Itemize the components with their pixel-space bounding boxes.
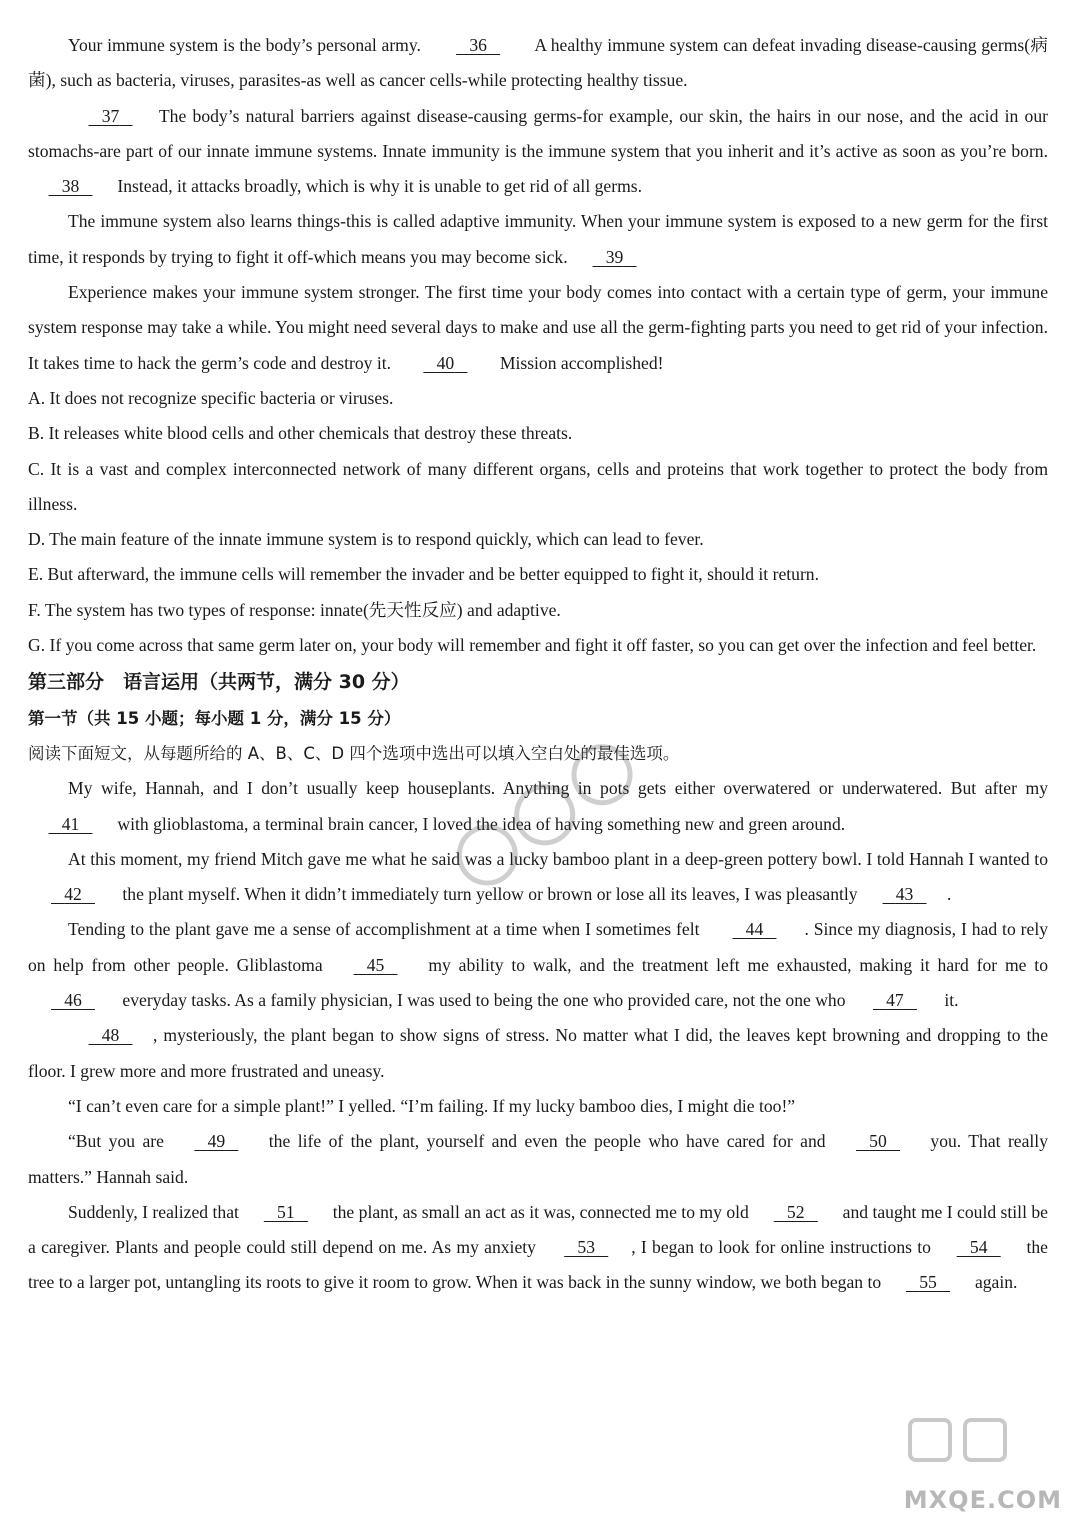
blank-39: 39 <box>605 246 624 267</box>
blank-47: 47 <box>886 990 904 1011</box>
blank-48: 48 <box>101 1025 120 1046</box>
option-b: B. It releases white blood cells and other chemicals that destroy these threats. <box>28 423 573 444</box>
immune-paragraph-2 <box>28 99 1048 205</box>
option-f: F. The system has two types of response: innate(先天性反应) and adaptive. <box>28 599 561 620</box>
blank-40: 40 <box>436 352 455 373</box>
text: again. <box>970 1272 1018 1293</box>
plant-paragraph-6 <box>28 1124 1048 1195</box>
option-d: D. The main feature of the innate immune system is to respond quickly, which can lead to fever. <box>28 529 704 550</box>
text: “But you are <box>68 1131 172 1152</box>
plant-paragraph-7 <box>28 1195 1048 1301</box>
text: Suddenly, I realized that <box>68 1201 244 1222</box>
blank-50: 50 <box>869 1131 887 1152</box>
immune-paragraph-3 <box>28 204 1048 275</box>
text: Experience makes your immune system stronger. The first time your body comes into contact with a certain type of germ, your immune system response may take a while. You might need several days to make and use all the germ-fighting parts you need to get rid of your infection. It takes time to hack the germ’s code and destroy it. <box>28 282 1048 373</box>
text: . Since my diagnosis, I had to rely on help from other people. Gliblastoma <box>28 919 1049 975</box>
exam-page <box>28 28 1048 1301</box>
blank-41: 41 <box>61 813 80 834</box>
option-e: E. But afterward, the immune cells will remember the invader and be better equipped to fight it, should it return. <box>28 564 819 585</box>
text: Mission accomplished! <box>495 352 664 373</box>
blank-38: 38 <box>61 176 80 197</box>
text: Instead, it attacks broadly, which is why it is unable to get rid of all germs. <box>113 176 642 197</box>
plant-paragraph-4 <box>28 1018 1048 1089</box>
plant-paragraph-3 <box>28 912 1048 1018</box>
immune-paragraph-4 <box>28 275 1048 381</box>
blank-52: 52 <box>786 1201 805 1222</box>
blank-53: 53 <box>577 1237 596 1258</box>
blank-49: 49 <box>207 1131 226 1152</box>
text: with glioblastoma, a terminal brain cancer, I loved the idea of having something new and green around. <box>113 813 846 834</box>
blank-54: 54 <box>969 1237 988 1258</box>
text: the plant, as small an act as it was, connected me to my old <box>328 1201 754 1222</box>
text: . <box>947 884 952 905</box>
text: , I began to look for online instructions to <box>631 1237 937 1258</box>
plant-paragraph-1 <box>28 771 1048 842</box>
text: the life of the plant, yourself and even the people who have cared for and <box>261 1131 833 1152</box>
section-instruction: 阅读下面短文，从每题所给的 A、B、C、D 四个选项中选出可以填入空白处的最佳选项。 <box>28 743 680 763</box>
text: you. That really matters.” Hannah said. <box>28 1131 1048 1187</box>
text: my ability to walk, and the treatment left me exhausted, making it hard for me to <box>420 954 1048 975</box>
text: At this moment, my friend Mitch gave me what he said was a lucky bamboo plant in a deep-green pottery bowl. I told Hannah I wanted to <box>68 848 1048 869</box>
plant-paragraph-2 <box>28 842 1048 913</box>
text: My wife, Hannah, and I don’t usually keep houseplants. Anything in pots gets either overwatered or underwatered. But after my <box>68 778 1048 799</box>
option-c: C. It is a vast and complex interconnected network of many different organs, cells and proteins that work together to protect the body from illness. <box>28 458 1048 514</box>
blank-37: 37 <box>101 105 120 126</box>
watermark-site-text: MXQE.COM <box>903 1486 1062 1514</box>
section-heading: 第三部分 语言运用（共两节，满分 30 分） <box>28 671 410 694</box>
text: everyday tasks. As a family physician, I was used to being the one who provided care, not the one who <box>118 990 850 1011</box>
text: , mysteriously, the plant began to show signs of stress. No matter what I did, the leaves kept browning and dropping to the floor. I grew more and more frustrated and uneasy. <box>28 1025 1048 1081</box>
blank-43: 43 <box>895 884 914 905</box>
text: A healthy immune system can defeat invading disease-causing germs(病菌), such as bacteria, viruses, parasites-as well as cancer cells-while protecting healthy tissue. <box>28 35 1048 91</box>
text: it. <box>939 990 959 1011</box>
text: the plant myself. When it didn’t immediately turn yellow or brown or lose all its leaves, I was pleasantly <box>118 884 862 905</box>
text: The body’s natural barriers against disease-causing germs-for example, our skin, the hairs in our nose, and the acid in our stomachs-are part of our innate immune systems. Innate immunity is the immune system that you inherit and it’s active as soon as you’re born. <box>28 105 1048 161</box>
plant-paragraph-5: “I can’t even care for a simple plant!” I yelled. “I’m failing. If my lucky bamboo dies, I might die too!” <box>68 1095 796 1116</box>
blank-44: 44 <box>745 919 764 940</box>
text: and taught me I could still be a caregiver. Plants and people could still depend on me. As my anxiety <box>28 1201 1048 1258</box>
text: Tending to the plant gave me a sense of accomplishment at a time when I sometimes felt <box>68 919 705 940</box>
text: Your immune system is the body’s personal army. <box>68 35 426 55</box>
blank-51: 51 <box>277 1201 295 1222</box>
blank-45: 45 <box>366 954 385 975</box>
blank-55: 55 <box>919 1272 937 1293</box>
text: The immune system also learns things-this is called adaptive immunity. When your immune system is exposed to a new germ for the first time, it responds by trying to fight it off-which means you may become sick. <box>28 211 1048 267</box>
option-a: A. It does not recognize specific bacteria or viruses. <box>28 387 394 408</box>
immune-paragraph-1 <box>28 28 1048 99</box>
section-sub-heading: 第一节（共 15 小题；每小题 1 分，满分 15 分） <box>28 708 401 728</box>
blank-42: 42 <box>64 884 82 905</box>
blank-46: 46 <box>64 990 82 1011</box>
blank-36: 36 <box>469 35 487 55</box>
option-g: G. If you come across that same germ later on, your body will remember and fight it off faster, so you can get over the infection and feel better. <box>28 635 1037 656</box>
text: the tree to a larger pot, untangling its roots to give it room to grow. When it was back in the sunny window, we both began to <box>28 1237 1048 1293</box>
